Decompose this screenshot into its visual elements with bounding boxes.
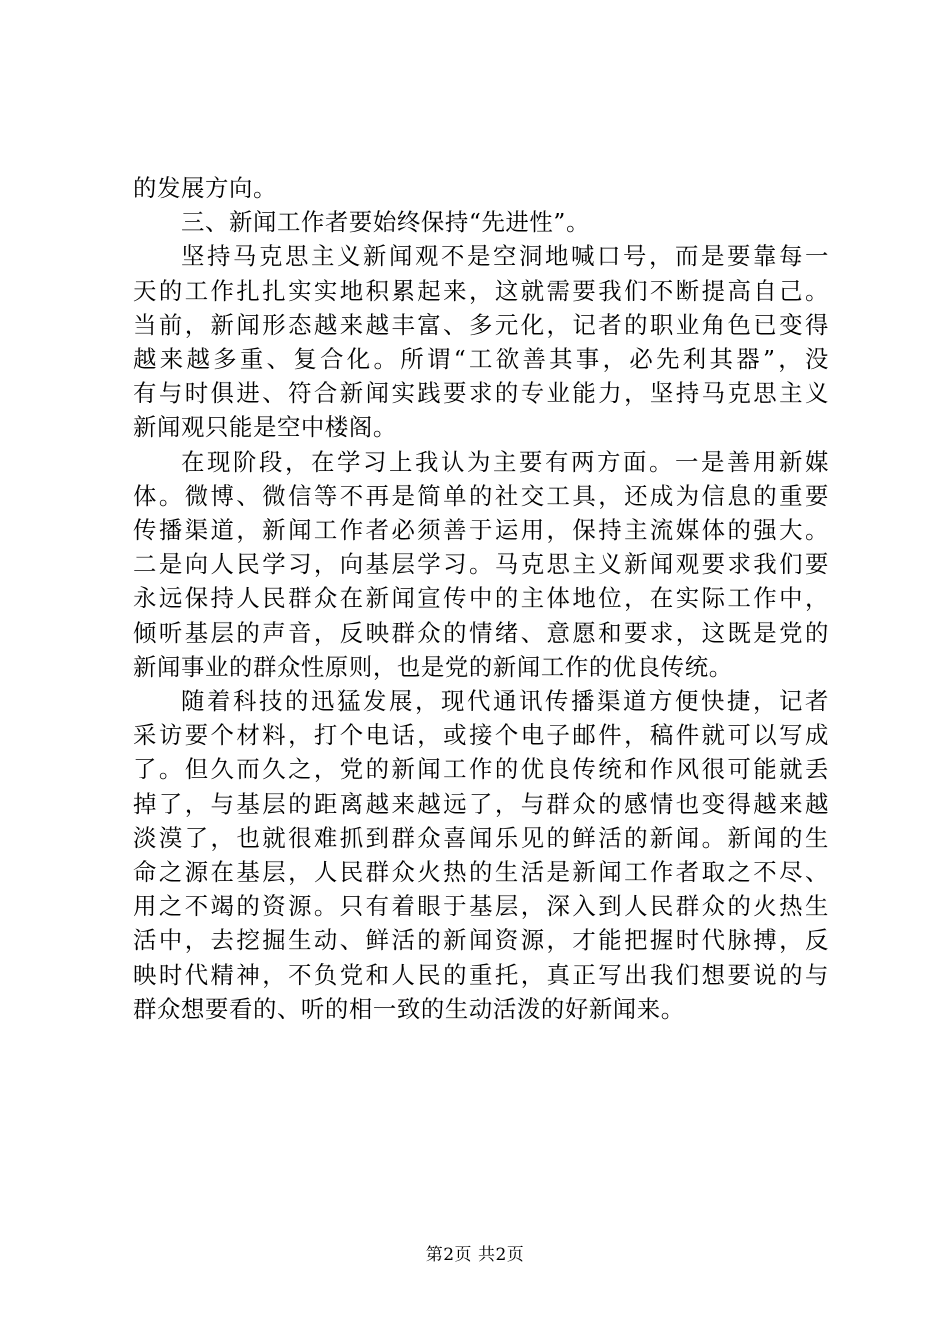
page-footer: 第2页 共2页	[425, 1245, 525, 1265]
text-line: 掉了，与基层的距离越来越远了，与群众的感情也变得越来越	[133, 789, 829, 818]
text-line: 新闻观只能是空中楼阁。	[133, 413, 397, 442]
text-line: 越来越多重、复合化。所谓“工欲善其事，必先利其器”，没	[133, 345, 829, 374]
text-line: 二是向人民学习，向基层学习。马克思主义新闻观要求我们要	[133, 550, 829, 579]
text-line: 采访要个材料，打个电话，或接个电子邮件，稿件就可以写成	[133, 721, 829, 750]
text-line: 在现阶段，在学习上我认为主要有两方面。一是善用新媒	[181, 447, 829, 476]
text-line: 映时代精神，不负党和人民的重托，真正写出我们想要说的与	[133, 960, 829, 989]
text-line: 群众想要看的、听的相一致的生动活泼的好新闻来。	[133, 994, 685, 1023]
text-line: 的发展方向。	[133, 174, 277, 202]
text-line: 永远保持人民群众在新闻宣传中的主体地位，在实际工作中，	[133, 584, 829, 613]
text-line: 天的工作扎扎实实地积累起来，这就需要我们不断提高自己。	[133, 276, 829, 305]
text-line: 传播渠道，新闻工作者必须善于运用，保持主流媒体的强大。	[133, 516, 829, 545]
text-line: 命之源在基层，人民群众火热的生活是新闻工作者取之不尽、	[133, 858, 829, 887]
text-line: 新闻事业的群众性原则，也是党的新闻工作的优良传统。	[133, 652, 733, 681]
document-body	[133, 171, 829, 1026]
text-line: 活中，去挖掘生动、鲜活的新闻资源，才能把握时代脉搏，反	[133, 926, 829, 955]
text-line: 有与时俱进、符合新闻实践要求的专业能力，坚持马克思主义	[133, 379, 829, 408]
text-line: 三、新闻工作者要始终保持“先进性”。	[181, 208, 590, 237]
text-line: 体。微博、微信等不再是简单的社交工具，还成为信息的重要	[133, 481, 829, 510]
text-line: 坚持马克思主义新闻观不是空洞地喊口号，而是要靠每一	[181, 242, 829, 271]
text-line: 倾听基层的声音，反映群众的情绪、意愿和要求，这既是党的	[133, 618, 829, 647]
text-line: 淡漠了，也就很难抓到群众喜闻乐见的鲜活的新闻。新闻的生	[133, 823, 829, 852]
text-line: 当前，新闻形态越来越丰富、多元化，记者的职业角色已变得	[133, 310, 829, 339]
text-line: 了。但久而久之，党的新闻工作的优良传统和作风很可能就丢	[133, 755, 829, 784]
text-line: 随着科技的迅猛发展，现代通讯传播渠道方便快捷，记者	[181, 687, 829, 716]
text-line: 用之不竭的资源。只有着眼于基层，深入到人民群众的火热生	[133, 892, 829, 921]
